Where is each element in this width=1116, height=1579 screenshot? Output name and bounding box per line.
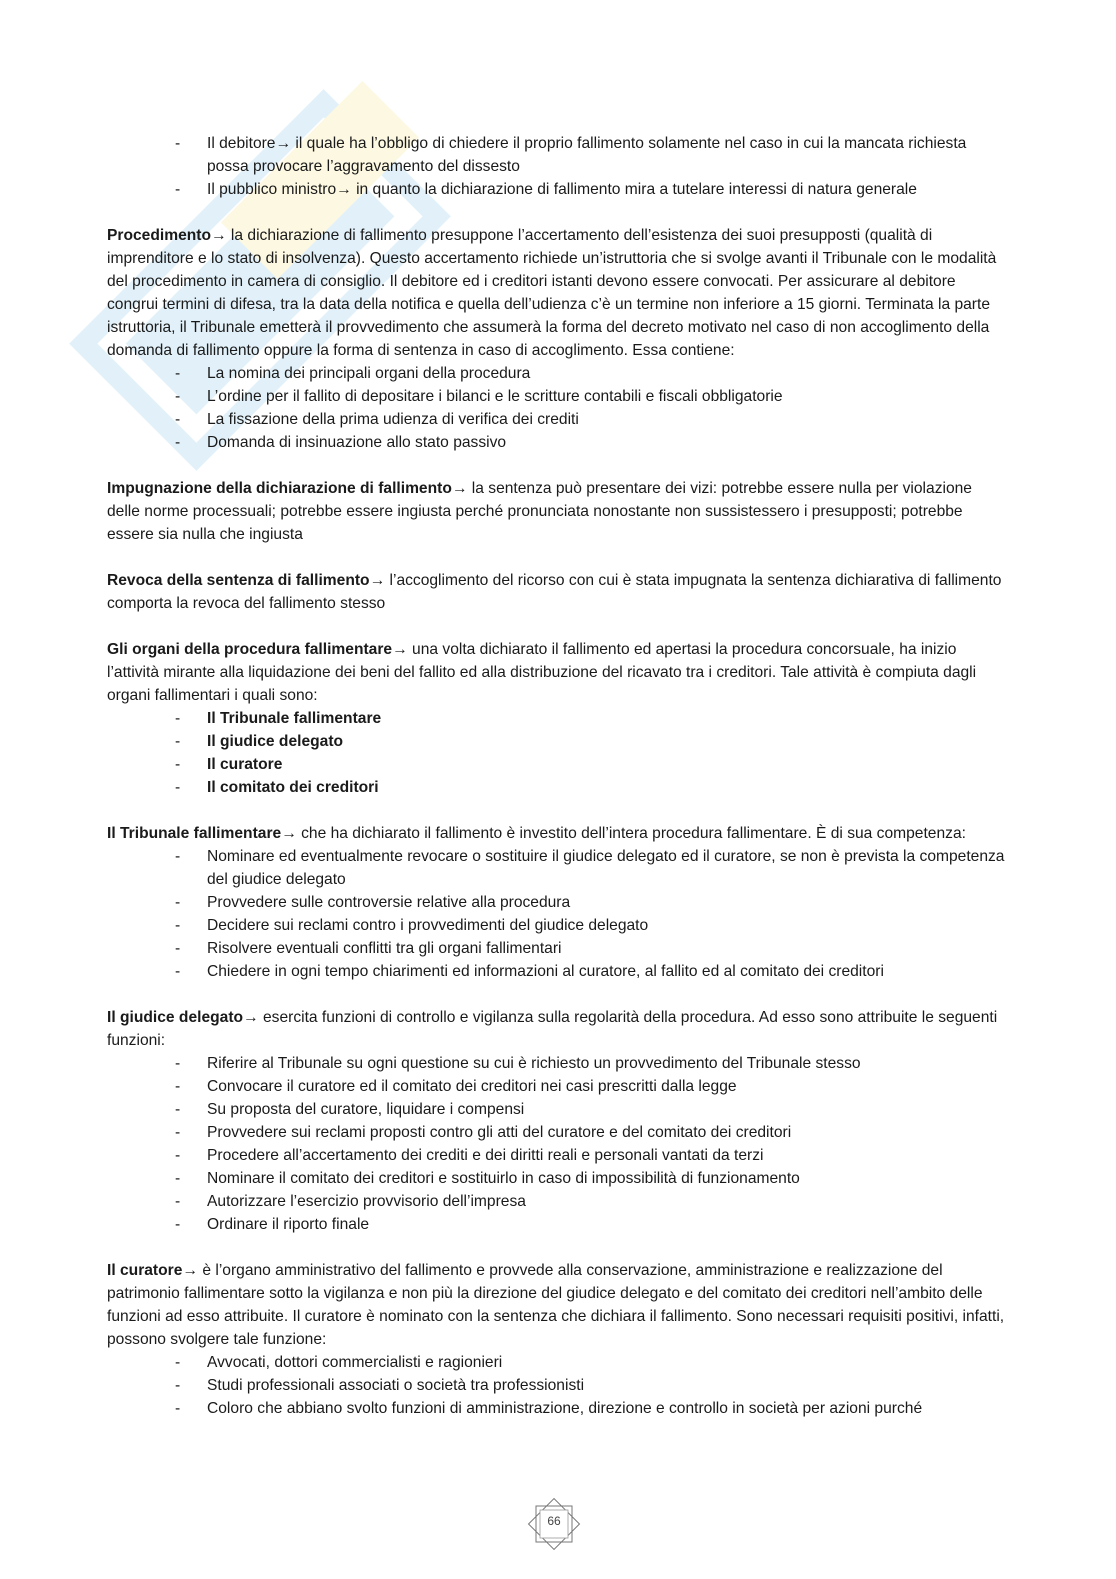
list-item: - Chiedere in ogni tempo chiarimenti ed informazioni al curatore, al fallito ed al comitato dei creditori bbox=[107, 960, 1007, 983]
list-item: - Avvocati, dottori commercialisti e ragionieri bbox=[107, 1351, 1007, 1374]
list-item: - Coloro che abbiano svolto funzioni di amministrazione, direzione e controllo in società per azioni purché bbox=[107, 1397, 1007, 1420]
paragraph: Impugnazione della dichiarazione di fallimento→ la sentenza può presentare dei vizi: potrebbe essere nulla per violazione delle norme processuali; potrebbe essere ingiusta perché pronunciata nonostante non sussistessero i presupposti; potrebbe essere sia nulla che ingiusta bbox=[107, 480, 972, 543]
list-item: - Il curatore bbox=[107, 753, 1007, 776]
paragraph: Il Tribunale fallimentare→ che ha dichiarato il fallimento è investito dell’intera procedura fallimentare. È di sua competenza: bbox=[107, 825, 966, 842]
list-item: - L’ordine per il fallito di depositare i bilanci e le scritture contabili e fiscali obbligatorie bbox=[107, 385, 1007, 408]
list-item: - La nomina dei principali organi della procedura bbox=[107, 362, 1007, 385]
list-item: - Procedere all’accertamento dei crediti e dei diritti reali e personali vantati da terzi bbox=[107, 1144, 1007, 1167]
list-item: - Il comitato dei creditori bbox=[107, 776, 1007, 799]
list-item: - Nominare il comitato dei creditori e sostituirlo in caso di impossibilità di funzionamento bbox=[107, 1167, 1007, 1190]
page-number-badge bbox=[524, 1494, 584, 1554]
section-heading: Impugnazione della dichiarazione di fallimento bbox=[107, 480, 452, 497]
arrow-icon: → bbox=[451, 480, 468, 497]
arrow-icon: → bbox=[275, 135, 292, 152]
page-number: 66 bbox=[547, 1514, 561, 1528]
section-procedimento bbox=[107, 224, 1007, 454]
arrow-icon: → bbox=[243, 1009, 259, 1026]
section-heading: Procedimento bbox=[107, 227, 211, 244]
list-item: - Risolvere eventuali conflitti tra gli organi fallimentari bbox=[107, 937, 1007, 960]
arrow-icon: → bbox=[392, 641, 408, 658]
list-item: - Il pubblico ministro→ in quanto la dichiarazione di fallimento mira a tutelare interessi di natura generale bbox=[107, 178, 1007, 201]
paragraph: Il curatore→ è l’organo amministrativo del fallimento e provvede alla conservazione, amministrazione e realizzazione del patrimonio fallimentare sotto la vigilanza e non più la direzione del giudice delegato e del comitato dei creditori nell’ambito delle funzioni ad esso attribuite. Il curatore è nominato con la sentenza che dichiara il fallimento. Sono necessari requisiti positivi, infatti, possono svolgere tale funzione: bbox=[107, 1262, 1005, 1348]
paragraph: Il giudice delegato→ esercita funzioni di controllo e vigilanza sulla regolarità della procedura. Ad esso sono attribuite le seguenti funzioni: bbox=[107, 1009, 998, 1049]
list-item: - Il debitore→ il quale ha l’obbligo di chiedere il proprio fallimento solamente nel caso in cui la mancata richiesta possa provocare l’aggravamento del dissesto bbox=[107, 132, 1007, 178]
giudice-list bbox=[107, 1052, 1007, 1236]
list-item: - Riferire al Tribunale su ogni questione su cui è richiesto un provvedimento del Tribunale stesso bbox=[107, 1052, 1007, 1075]
curatore-list bbox=[107, 1351, 1007, 1420]
list-item: - La fissazione della prima udienza di verifica dei crediti bbox=[107, 408, 1007, 431]
arrow-icon: → bbox=[182, 1262, 198, 1279]
list-item: - Provvedere sui reclami proposti contro gli atti del curatore e del comitato dei creditori bbox=[107, 1121, 1007, 1144]
list-item: - Provvedere sulle controversie relative alla procedura bbox=[107, 891, 1007, 914]
procedimento-list bbox=[107, 362, 1007, 454]
list-item: - Nominare ed eventualmente revocare o sostituire il giudice delegato ed il curatore, se non è prevista la competenza del giudice delegato bbox=[107, 845, 1007, 891]
organi-list bbox=[107, 707, 1007, 799]
section-impugnazione bbox=[107, 477, 1007, 546]
list-item: - Su proposta del curatore, liquidare i compensi bbox=[107, 1098, 1007, 1121]
list-item: - Studi professionali associati o società tra professionisti bbox=[107, 1374, 1007, 1397]
section-heading: Il curatore bbox=[107, 1262, 183, 1279]
section-organi bbox=[107, 638, 1007, 799]
list-item: - Convocare il curatore ed il comitato dei creditori nei casi prescritti dalla legge bbox=[107, 1075, 1007, 1098]
list-item: - Domanda di insinuazione allo stato passivo bbox=[107, 431, 1007, 454]
arrow-icon: → bbox=[281, 825, 297, 842]
document-body bbox=[107, 132, 1007, 1443]
arrow-icon: → bbox=[369, 572, 386, 589]
tribunale-list bbox=[107, 845, 1007, 983]
section-revoca bbox=[107, 569, 1007, 615]
section-tribunale bbox=[107, 822, 1007, 983]
intro-list bbox=[107, 132, 1007, 201]
arrow-icon: → bbox=[336, 181, 352, 198]
section-heading: Il giudice delegato bbox=[107, 1009, 244, 1026]
intro-list-block bbox=[107, 132, 1007, 201]
section-heading: Gli organi della procedura fallimentare bbox=[107, 641, 393, 658]
list-item: - Ordinare il riporto finale bbox=[107, 1213, 1007, 1236]
paragraph: Procedimento→ la dichiarazione di fallimento presuppone l’accertamento dell’esistenza dei suoi presupposti (qualità di imprenditore e lo stato di insolvenza). Questo accertamento richiede un’istruttoria che si svolge avanti il Tribunale con le modalità del procedimento in camera di consiglio. Il debitore ed i creditori istanti devono essere convocati. Per assicurare al debitore congrui termini di difesa, tra la data della notifica e quella dell’udienza c’è un termine non inferiore a 15 giorni. Terminata la parte istruttoria, il Tribunale emetterà il provvedimento che assumerà la forma del decreto motivato nel caso di non accoglimento della domanda di fallimento oppure la forma di sentenza in caso di accoglimento. Essa contiene: bbox=[107, 227, 997, 359]
list-item: - Il Tribunale fallimentare bbox=[107, 707, 1007, 730]
section-heading: Il Tribunale fallimentare bbox=[107, 825, 282, 842]
list-item: - Decidere sui reclami contro i provvedimenti del giudice delegato bbox=[107, 914, 1007, 937]
paragraph: Revoca della sentenza di fallimento→ l’accoglimento del ricorso con cui è stata impugnata la sentenza dichiarativa di fallimento comporta la revoca del fallimento stesso bbox=[107, 572, 1002, 612]
section-heading: Revoca della sentenza di fallimento bbox=[107, 572, 370, 589]
section-curatore bbox=[107, 1259, 1007, 1420]
section-giudice bbox=[107, 1006, 1007, 1236]
paragraph: Gli organi della procedura fallimentare→ una volta dichiarato il fallimento ed apertasi la procedura concorsuale, ha inizio l’attività mirante alla liquidazione dei beni del fallito ed alla distribuzione del ricavato tra i creditori. Tale attività è compiuta dagli organi fallimentari i quali sono: bbox=[107, 641, 977, 704]
list-item: - Il giudice delegato bbox=[107, 730, 1007, 753]
arrow-icon: → bbox=[210, 227, 227, 244]
list-item: - Autorizzare l’esercizio provvisorio dell’impresa bbox=[107, 1190, 1007, 1213]
